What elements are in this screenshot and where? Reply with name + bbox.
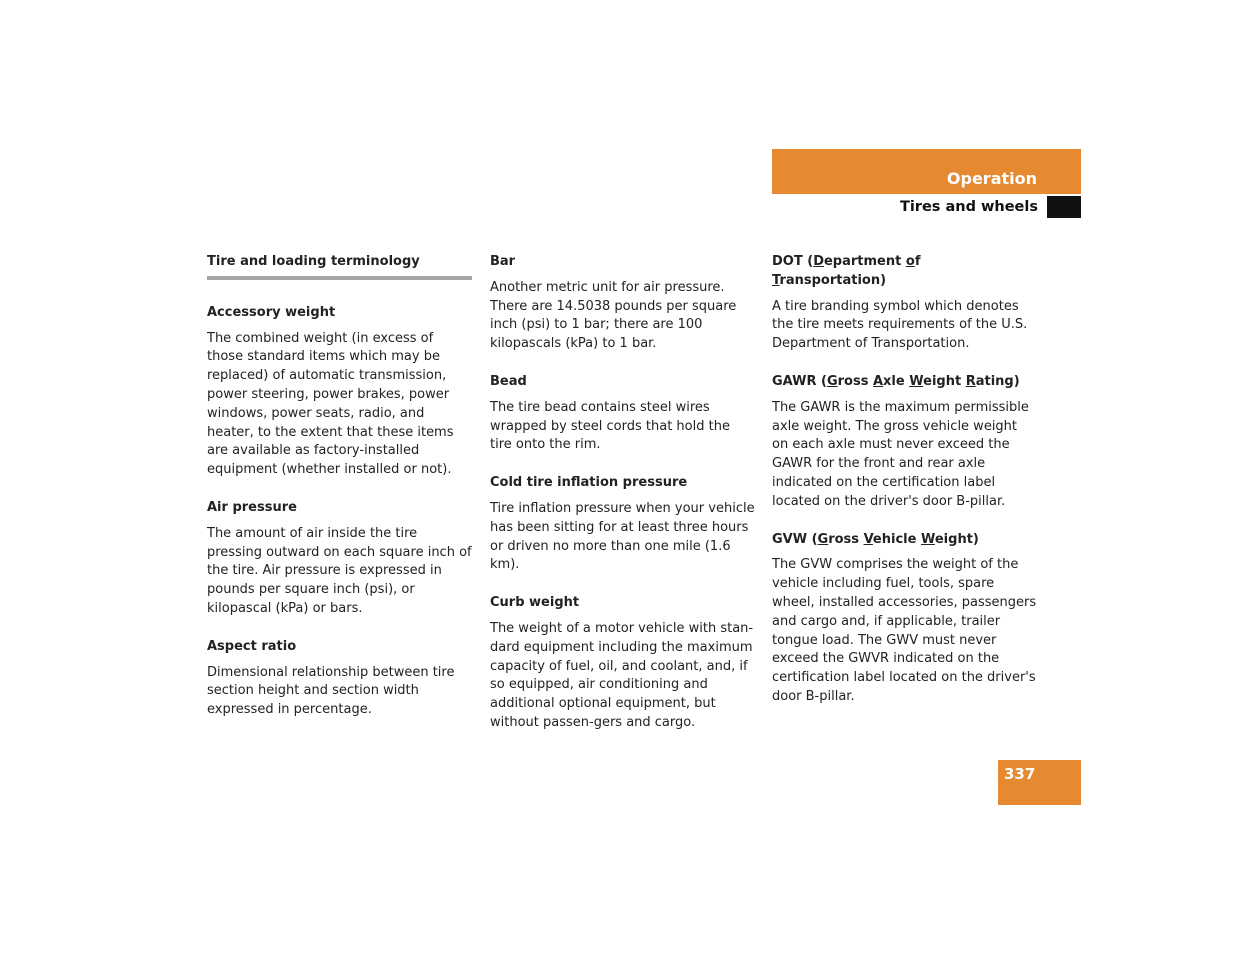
term-entry [207,304,472,480]
term-entry [207,638,472,720]
page-number: 337 [998,760,1081,805]
term-title: Curb weight [490,595,580,611]
term-definition: The tire bead contains steel wires wrapped by steel cords that hold the tire onto the rim. [490,399,730,453]
term-definition: The weight of a motor vehicle with stan-dard equipment including the maximum capacity of fuel, oil, and coolant, and, if so equipped, air conditioning and additional optional equipment, but without passen-gers and cargo. [490,620,754,730]
header-subsection-title: Tires and wheels [899,199,1038,215]
term-title: DOT (Department of Transportation) [772,254,921,288]
term-definition: The GAWR is the maximum permissible axle weight. The gross vehicle weight on each axle must never exceed the GAWR for the front and rear axle indicated on the certification label located on the driver's door B-pillar. [772,399,1029,509]
term-definition: The combined weight (in excess of those standard items which may be replaced) of automatic transmission, power steering, power brakes, power windows, power seats, radio, and heater, to the extent that these items are available as factory-installed equipment (whether installed or not). [207,330,454,478]
column-3 [772,253,1037,726]
term-title: GVW (Gross Vehicle Weight) [772,531,979,547]
term-entry [772,373,1037,512]
term-entry [490,474,755,575]
term-title: Bead [490,373,527,389]
column-2 [490,253,755,752]
term-definition: The GVW comprises the weight of the vehicle including fuel, tools, spare wheel, installed accessories, passengers and cargo and, if applicable, trailer tongue load. The GWV must never exceed the GWVR indicated on the certification label located on the driver's door B-pillar. [772,557,1037,704]
header-marker-block [1047,196,1081,218]
term-title: Accessory weight [207,304,336,320]
term-definition: Another metric unit for air pressure. There are 14.5038 pounds per square inch (psi) to 1 bar; there are 100 kilopascals (kPa) to 1 bar. [490,279,737,352]
term-title: GAWR (Gross Axle Weight Rating) [772,373,1020,389]
term-entry [490,594,755,733]
term-title: Bar [490,254,516,269]
header-section-title: Operation [946,169,1037,188]
section-title: Tire and loading terminology [207,253,472,280]
column-1 [207,253,472,739]
term-definition: The amount of air inside the tire pressing outward on each square inch of the tire. Air pressure is expressed in pounds per square inch (psi), or kilopascal (kPa) or bars. [207,525,472,616]
term-title: Air pressure [207,499,297,515]
term-title: Aspect ratio [207,638,297,654]
term-entry [490,373,755,455]
term-entry [772,253,1037,354]
term-definition: A tire branding symbol which denotes the tire meets requirements of the U.S. Department of Transportation. [772,298,1028,352]
term-entry [490,253,755,354]
term-definition: Dimensional relationship between tire section height and section width expressed in percentage. [207,664,455,718]
term-definition: Tire inflation pressure when your vehicle has been sitting for at least three hours or driven no more than one mile (1.6 km). [490,500,755,573]
term-title: Cold tire inflation pressure [490,475,688,491]
term-entry [207,499,472,619]
term-entry [772,531,1037,707]
header-band [772,149,1081,194]
